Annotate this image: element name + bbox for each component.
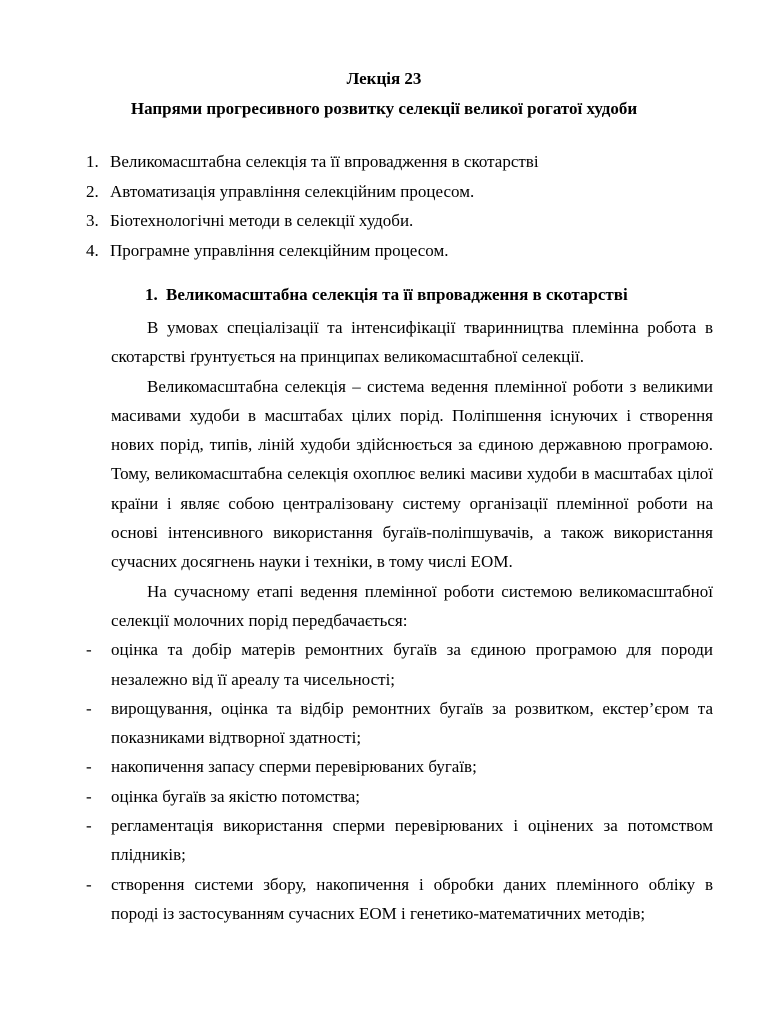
bullet-text: оцінка бугаїв за якістю потомства; bbox=[111, 786, 361, 806]
bullet-item bbox=[86, 694, 713, 753]
outline-item bbox=[86, 177, 726, 207]
outline-item-number: 3. bbox=[86, 211, 99, 230]
outline-item-text: Великомасштабна селекція та її впровадження в скотарстві bbox=[110, 152, 539, 171]
body-paragraph: В умовах спеціалізації та інтенсифікації тваринництва племінна робота в скотарстві ґрунтується на принципах великомасштабної селекції. bbox=[111, 318, 713, 367]
bullet-marker: - bbox=[86, 816, 92, 836]
bullet-item bbox=[86, 782, 713, 811]
outline-item-text: Біотехнологічні методи в селекції худоби. bbox=[110, 211, 414, 230]
bullet-list bbox=[86, 635, 713, 928]
body-paragraph: Великомасштабна селекція – система ведення племінної роботи з великими масивами худоби в масштабах цілих порід. Поліпшення існуючих і створення нових порід, типів, ліній худоби здійснюється за єдиною державною програмою. Тому, великомасштабна селекція охоплює великі масиви худоби в масштабах цілої країни і являє собою централізовану систему організації племінної роботи на основі інтенсивного використання бугаїв-поліпшувачів, а також використання сучасних досягнень науки і техніки, в тому числі ЕОМ. bbox=[111, 376, 713, 572]
bullet-text: накопичення запасу сперми перевірюваних бугаїв; bbox=[111, 757, 477, 777]
bullet-text: регламентація використання сперми перевірюваних і оцінених за потомством плідників; bbox=[111, 816, 713, 865]
section-title: Великомасштабна селекція та її впровадження в скотарстві bbox=[166, 285, 628, 304]
bullet-marker: - bbox=[86, 640, 92, 660]
section-number: 1. bbox=[145, 285, 158, 304]
bullet-marker: - bbox=[86, 874, 92, 894]
outline-item-number: 2. bbox=[86, 181, 99, 201]
outline-item bbox=[86, 206, 726, 236]
outline-item bbox=[86, 236, 726, 266]
bullet-marker: - bbox=[86, 698, 92, 718]
lecture-title: Лекція 23 bbox=[346, 69, 422, 88]
section-heading bbox=[145, 285, 628, 305]
outline-item-number: 4. bbox=[86, 240, 99, 260]
bullet-item bbox=[86, 635, 713, 694]
lecture-outline bbox=[86, 147, 726, 265]
bullet-item bbox=[86, 870, 713, 929]
bullet-item bbox=[86, 752, 713, 781]
lecture-subtitle: Напрями прогресивного розвитку селекції великої рогатої худоби bbox=[130, 99, 638, 118]
bullet-text: створення системи збору, накопичення і обробки даних племінного обліку в породі із застосуванням сучасних ЕОМ і генетико-математичних методів; bbox=[111, 874, 713, 923]
section-body bbox=[86, 313, 713, 928]
outline-item bbox=[86, 147, 726, 177]
outline-item-text: Програмне управління селекційним процесом. bbox=[110, 240, 449, 260]
body-paragraph: На сучасному етапі ведення племінної роботи системою великомасштабної селекції молочних порід передбачається: bbox=[111, 581, 713, 630]
bullet-text: оцінка та добір матерів ремонтних бугаїв за єдиною програмою для породи незалежно від її ареалу та чисельності; bbox=[111, 640, 713, 689]
bullet-text: вирощування, оцінка та відбір ремонтних бугаїв за розвитком, екстер’єром та показниками відтворної здатності; bbox=[111, 698, 713, 748]
outline-item-number: 1. bbox=[86, 152, 99, 171]
bullet-marker: - bbox=[86, 786, 92, 806]
bullet-marker: - bbox=[86, 757, 92, 777]
outline-item-text: Автоматизація управління селекційним процесом. bbox=[110, 181, 475, 201]
bullet-item bbox=[86, 811, 713, 870]
